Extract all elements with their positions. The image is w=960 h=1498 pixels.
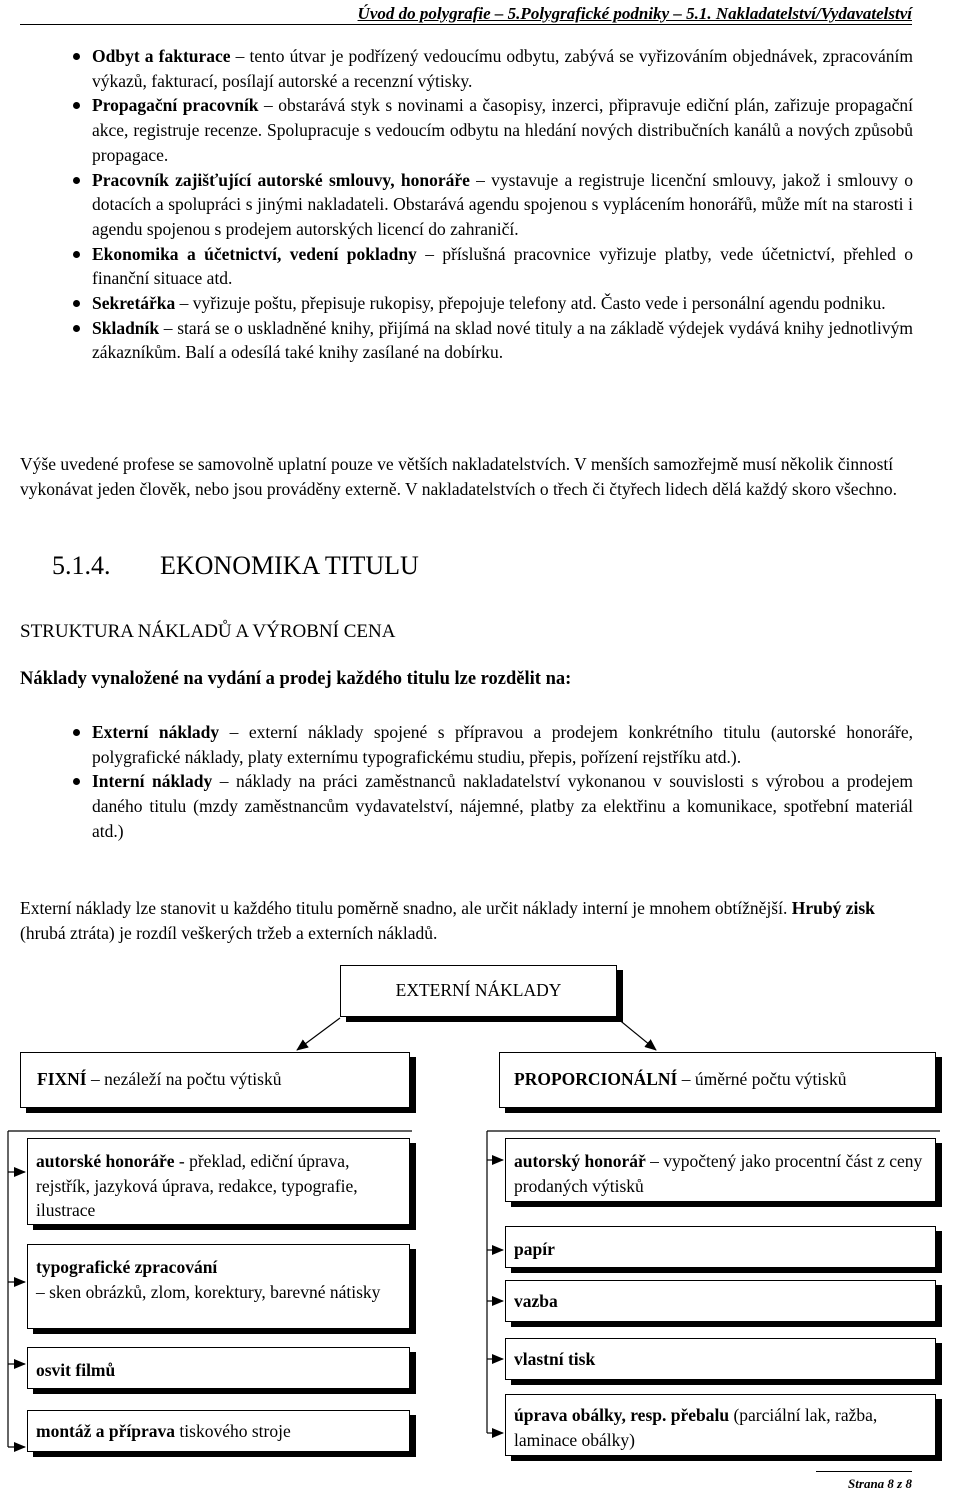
diagram-root-box bbox=[340, 965, 617, 1017]
list-item bbox=[20, 242, 913, 291]
left-item-text: - překlad, ediční úprava, rejstřík, jazyková úprava, redakce, typografie, ilustrace bbox=[36, 1151, 358, 1220]
left-item-term: osvit filmů bbox=[36, 1360, 116, 1380]
left-item-box-1 bbox=[27, 1138, 410, 1225]
paragraph-gross-profit bbox=[20, 896, 913, 945]
left-item-box-3 bbox=[27, 1347, 410, 1389]
diagram-proportional-box bbox=[499, 1052, 936, 1108]
roles-list bbox=[20, 44, 913, 365]
right-item-term: vazba bbox=[514, 1291, 558, 1311]
page-number: Strana 8 z 8 bbox=[848, 1476, 912, 1491]
list-item bbox=[20, 291, 913, 316]
left-item-term: autorské honoráře bbox=[36, 1151, 175, 1171]
left-item-box-4 bbox=[27, 1410, 410, 1452]
left-item-text: tiskového stroje bbox=[175, 1421, 291, 1441]
paragraph-small-publishers: Výše uvedené profese se samovolně uplatní pouze ve větších nakladatelstvích. V menších samozřejmě musí několik činností vykonávat jeden člověk, nebo jsou prováděny externě. V nakladatelstvích o třech či čtyřech lidech dělá každý skoro všechno. bbox=[20, 454, 897, 499]
role-term: Propagační pracovník bbox=[92, 95, 259, 116]
right-item-box-5 bbox=[505, 1394, 936, 1456]
role-term: Odbyt a fakturace bbox=[92, 46, 231, 66]
connector-root-left bbox=[297, 1018, 340, 1050]
subheading: STRUKTURA NÁKLADŮ A VÝROBNÍ CENA bbox=[20, 621, 396, 642]
role-term: Skladník bbox=[92, 317, 160, 338]
header-rule bbox=[20, 24, 912, 25]
list-item bbox=[20, 769, 913, 843]
section-number: 5.1.4. bbox=[52, 551, 111, 580]
right-item-box-3 bbox=[505, 1280, 936, 1322]
right-item-term: vlastní tisk bbox=[514, 1349, 596, 1369]
right-item-box-4 bbox=[505, 1338, 936, 1380]
cost-text: – externí náklady spojené s přípravou a prodejem konkrétního titulu (autorské honoráře, polygrafické náklady, platy externímu typografickému studiu, přepis, pořízení rejstříku atd.). bbox=[92, 722, 913, 767]
right-item-term: autorský honorář bbox=[514, 1151, 646, 1171]
role-text: – příslušná pracovnice vyřizuje platby, vede účetnictví, přehled o finanční situace atd. bbox=[92, 243, 913, 289]
proportional-text: – úměrné počtu výtisků bbox=[677, 1069, 847, 1089]
list-item bbox=[20, 93, 913, 167]
fixed-term: FIXNÍ bbox=[37, 1069, 87, 1089]
left-item-text: – sken obrázků, zlom, korektury, barevné nátisky bbox=[36, 1281, 381, 1302]
left-item-box-2 bbox=[27, 1244, 410, 1329]
fixed-text: – nezáleží na počtu výtisků bbox=[86, 1069, 282, 1089]
connector-root-right bbox=[617, 1018, 656, 1050]
gross-profit-term: Hrubý zisk bbox=[791, 898, 875, 918]
cost-term: Externí náklady bbox=[92, 722, 220, 742]
role-text: – vyřizuje poštu, přepisuje rukopisy, přepojuje telefony atd. Často vede i personální agendu podniku. bbox=[175, 293, 886, 314]
gross-profit-part2: (hrubá ztráta) je rozdíl veškerých tržeb a externích nákladů. bbox=[20, 922, 438, 943]
gross-profit-part1: Externí náklady lze stanovit u každého titulu poměrně snadno, ale určit náklady interní je mnohem obtížnější. bbox=[20, 898, 792, 918]
section-title: EKONOMIKA TITULU bbox=[160, 551, 419, 580]
proportional-term: PROPORCIONÁLNÍ bbox=[514, 1069, 678, 1089]
role-term: Pracovník zajišťující autorské smlouvy, honoráře bbox=[92, 169, 470, 190]
list-item bbox=[20, 44, 913, 93]
role-text: – tento útvar je podřízený vedoucímu odbytu, zabývá se vyřizováním objednávek, zpracováním výkazů, fakturací, posílají autorské a recenzní výtisky. bbox=[92, 46, 913, 91]
right-item-box-1 bbox=[505, 1138, 936, 1202]
right-item-box-2 bbox=[505, 1226, 936, 1268]
right-item-term: papír bbox=[514, 1239, 555, 1259]
list-item bbox=[20, 316, 913, 365]
diagram-root-label: EXTERNÍ NÁKLADY bbox=[395, 980, 562, 1000]
cost-types-list bbox=[20, 720, 913, 844]
list-item bbox=[20, 720, 913, 769]
role-text: – vystavuje a registruje licenční smlouvy, jakož i smlouvy o dotacích a spolupráci s jinými nakladateli. Obstarává agendu spojenou s vyplácením honorářů, může mít na starosti i agendu spojenou s prodejem autorských licencí do zahraničí. bbox=[92, 169, 913, 239]
left-item-term: montáž a příprava bbox=[36, 1421, 176, 1441]
list-item bbox=[20, 168, 913, 242]
role-term: Sekretářka bbox=[92, 293, 176, 314]
footer-rule bbox=[816, 1471, 912, 1472]
page-header bbox=[0, 0, 960, 28]
cost-term: Interní náklady bbox=[92, 771, 213, 792]
right-item-text: – vypočtený jako procentní část z ceny prodaných výtisků bbox=[514, 1151, 923, 1196]
diagram-fixed-box bbox=[20, 1052, 410, 1108]
subheading-costs: Náklady vynaložené na vydání a prodej každého titulu lze rozdělit na: bbox=[20, 669, 572, 689]
role-term: Ekonomika a účetnictví, vedení pokladny bbox=[92, 243, 417, 264]
right-item-term: úprava obálky, resp. přebalu bbox=[514, 1405, 730, 1425]
header-title: Úvod do polygrafie – 5.Polygrafické podniky – 5.1. Nakladatelství/Vydavatelství bbox=[357, 4, 912, 23]
cost-text: – náklady na práci zaměstnanců nakladatelství vykonanou v souvislosti s výrobou a prodejem daného titulu (mzdy zaměstnancům vydavatelství, nájemné, platby za elektřinu a komunikace, spotřební materiál atd.) bbox=[92, 771, 913, 841]
left-item-term: typografické zpracování bbox=[36, 1257, 218, 1277]
role-text: – obstarává styk s novinami a časopisy, inzerci, připravuje ediční plán, zařizuje propagační akce, registruje recenze. Spolupracuje s vedoucím odbytu na hledání nových distribučních kanálů a nových způsobů propagace. bbox=[92, 95, 913, 165]
right-item-text: (parciální lak, ražba, laminace obálky) bbox=[514, 1405, 878, 1450]
role-text: – stará se o uskladněné knihy, přijímá na sklad nové tituly a na základě výdejek vydává knihy jednotlivým zákazníkům. Balí a odesílá také knihy zasílané na dobírku. bbox=[92, 317, 913, 363]
